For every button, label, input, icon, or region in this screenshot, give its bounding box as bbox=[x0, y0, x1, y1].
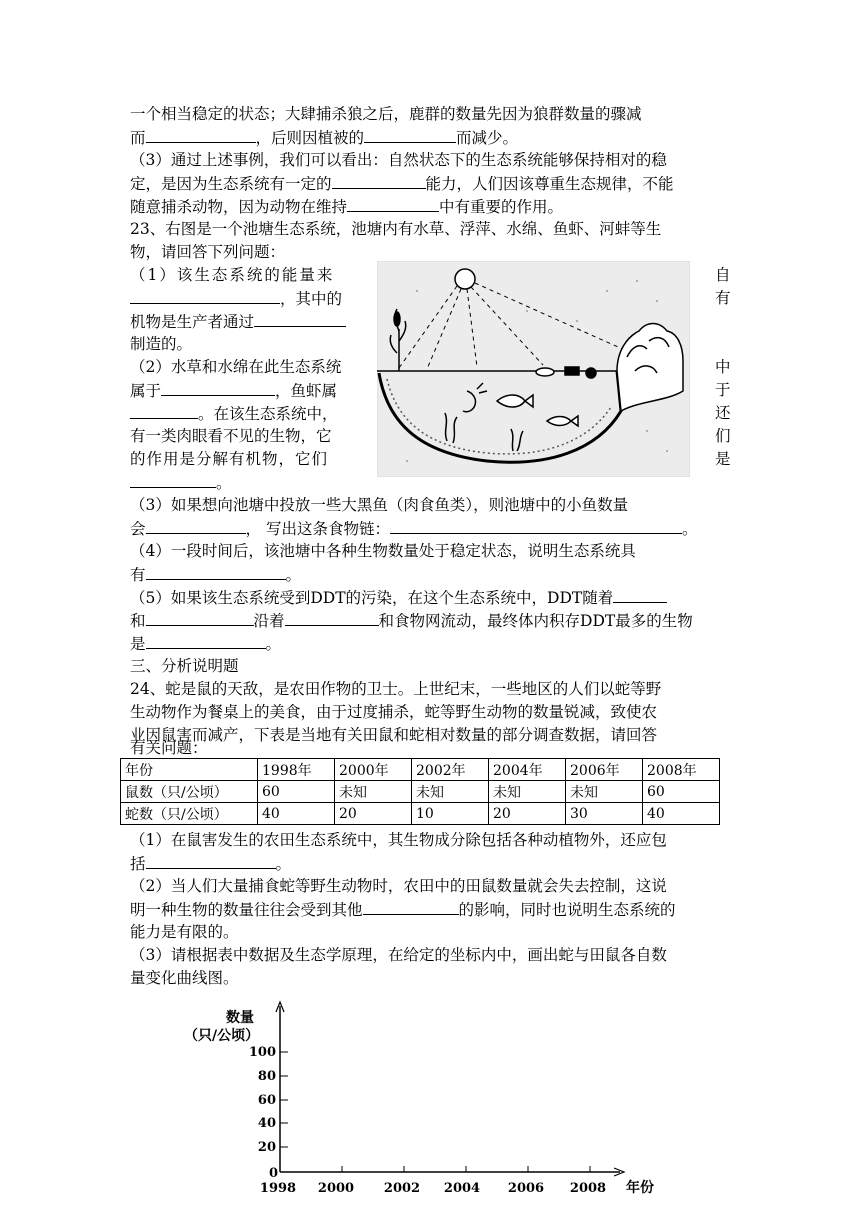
text: （3）如果想向池塘中投放一些大黑鱼（肉食鱼类），则池塘中的小鱼数量 bbox=[130, 496, 629, 514]
text: 中 bbox=[715, 358, 731, 376]
section-heading bbox=[130, 656, 239, 676]
line-2 bbox=[130, 127, 518, 148]
q2-line-d bbox=[130, 426, 332, 446]
a2-line-a bbox=[130, 876, 667, 896]
q2-right-c bbox=[715, 403, 731, 423]
q2-line-c bbox=[130, 403, 338, 424]
q4-line-a bbox=[130, 541, 636, 561]
text: 随意捕杀动物，因为动物在维持 bbox=[130, 198, 348, 216]
text: 。 bbox=[216, 474, 232, 492]
answer-blank[interactable] bbox=[146, 518, 246, 534]
x-tick-label: 2006 bbox=[507, 1181, 545, 1196]
text: 24、蛇是鼠的天敌，是农田作物的卫士。上世纪末，一些地区的人们以蛇等野 bbox=[130, 680, 662, 698]
answer-blank[interactable] bbox=[347, 196, 439, 212]
q1-right-b bbox=[715, 288, 731, 308]
x-tick-label: 2004 bbox=[443, 1181, 481, 1196]
table-cell: 2002年 bbox=[412, 759, 489, 781]
p24-line-b bbox=[130, 702, 657, 722]
q2-right-d bbox=[715, 426, 731, 446]
table-cell: 2004年 bbox=[489, 759, 566, 781]
answer-blank[interactable] bbox=[332, 173, 426, 189]
text: 三、分析说明题 bbox=[130, 657, 239, 675]
duckweed-icon bbox=[536, 368, 554, 376]
text: 们 bbox=[715, 427, 731, 445]
table-cell: 60 bbox=[643, 781, 720, 803]
answer-blank[interactable] bbox=[161, 380, 275, 396]
answer-blank[interactable] bbox=[363, 899, 459, 915]
text: （1）该生态系统的能量来 bbox=[130, 266, 335, 284]
text: 和 bbox=[130, 612, 146, 630]
text: 。 bbox=[265, 635, 282, 653]
a1-line-a bbox=[130, 830, 667, 850]
answer-blank[interactable] bbox=[285, 610, 379, 626]
text: ， 写出这条食物链： bbox=[245, 520, 390, 538]
y-tick-label: 60 bbox=[257, 1093, 276, 1108]
text: 23、右图是一个池塘生态系统，池塘内有水草、浮萍、水绵、鱼虾、河蚌等生 bbox=[130, 220, 662, 238]
a3-line-a bbox=[130, 945, 667, 965]
table-cell: 未知 bbox=[566, 781, 643, 803]
q2-line-a bbox=[130, 357, 341, 377]
text: 。 bbox=[275, 855, 292, 873]
algae-icon bbox=[565, 367, 579, 375]
answer-blank[interactable] bbox=[146, 610, 254, 626]
table-cell: 年份 bbox=[121, 759, 258, 781]
q1-line-c bbox=[130, 311, 346, 332]
text: 有 bbox=[130, 566, 146, 584]
text: （4）一段时间后，该池塘中各种生物数量处于稳定状态，说明生态系统具 bbox=[130, 542, 636, 560]
answer-blank[interactable] bbox=[613, 587, 667, 603]
table-cell: 10 bbox=[412, 803, 489, 825]
text: （2）水草和水绵在此生态系统 bbox=[130, 358, 342, 376]
answer-blank[interactable] bbox=[130, 288, 280, 304]
text: 是 bbox=[715, 450, 731, 468]
text: 量变化曲线图。 bbox=[130, 969, 239, 987]
table-row bbox=[121, 781, 720, 803]
text: 。在该生态系统中， bbox=[198, 405, 338, 423]
a2-line-b bbox=[130, 899, 676, 920]
x-tick-label: 2002 bbox=[383, 1181, 421, 1196]
y-tick-label: 0 bbox=[268, 1166, 278, 1181]
q3-line-a bbox=[130, 495, 628, 515]
text: 和食物网流动，最终体内积存DDT最多的生物 bbox=[378, 612, 693, 630]
text: ，其中的 bbox=[280, 290, 343, 308]
table-cell: 1998年 bbox=[258, 759, 335, 781]
answer-blank[interactable] bbox=[146, 564, 286, 580]
q2-right-b bbox=[715, 380, 731, 400]
q2-line-e bbox=[130, 449, 328, 469]
q2-right-a bbox=[715, 357, 731, 377]
text: 明一种生物的数量往往会受到其他 bbox=[130, 901, 363, 919]
text: 的作用是分解有机物，它们 bbox=[130, 450, 329, 468]
text: 是 bbox=[130, 635, 146, 653]
line-7 bbox=[130, 242, 285, 262]
text: ，鱼虾属 bbox=[275, 382, 338, 400]
answer-blank[interactable] bbox=[130, 403, 198, 419]
q5-line-b bbox=[130, 610, 693, 631]
text: 有关问题： bbox=[130, 739, 208, 757]
text: （3）请根据表中数据及生态学原理，在给定的坐标内中，画出蛇与田鼠各自数 bbox=[130, 946, 667, 964]
table-cell: 鼠数（只/公顷） bbox=[121, 781, 258, 803]
text: 。 bbox=[285, 566, 302, 584]
sun-icon bbox=[455, 269, 475, 289]
y-axis-unit: （只/公顷） bbox=[184, 1028, 260, 1044]
coordinate-graph bbox=[170, 1000, 690, 1200]
x-axis-label: 年份 bbox=[626, 1180, 654, 1196]
text: 生动物作为餐桌上的美食，由于过度捕杀，蛇等野生动物的数量锐减，致使农 bbox=[130, 703, 658, 721]
line-3 bbox=[130, 150, 667, 170]
text: （5）如果该生态系统受到DDT的污染，在这个生态系统中，DDT随着 bbox=[130, 589, 614, 607]
answer-blank[interactable] bbox=[254, 311, 346, 327]
x-tick-label: 1998 bbox=[259, 1181, 297, 1196]
x-tick-label: 2008 bbox=[569, 1181, 607, 1196]
p24-line-a bbox=[130, 679, 661, 699]
answer-blank[interactable] bbox=[130, 472, 216, 488]
text: （3）通过上述事例，我们可以看出：自然状态下的生态系统能够保持相对的稳 bbox=[130, 151, 667, 169]
table-cell: 蛇数（只/公顷） bbox=[121, 803, 258, 825]
answer-blank[interactable] bbox=[146, 127, 256, 143]
table-cell: 60 bbox=[258, 781, 335, 803]
answer-blank[interactable] bbox=[146, 633, 266, 649]
table-cell: 40 bbox=[643, 803, 720, 825]
text: 而 bbox=[130, 129, 146, 147]
y-tick-label: 20 bbox=[257, 1140, 276, 1155]
q2-right-e bbox=[715, 449, 731, 469]
text: 还 bbox=[715, 404, 731, 422]
survey-table bbox=[120, 758, 720, 825]
text: 能力是有限的。 bbox=[130, 923, 239, 941]
table-cell: 2006年 bbox=[566, 759, 643, 781]
text: 定，是因为生态系统有一定的 bbox=[130, 175, 332, 193]
table-cell: 未知 bbox=[489, 781, 566, 803]
table-cell: 20 bbox=[335, 803, 412, 825]
text: 会 bbox=[130, 520, 146, 538]
q1-line-a bbox=[130, 265, 334, 285]
text: 物，请回答下列问题： bbox=[130, 243, 286, 261]
q1-line-d bbox=[130, 334, 192, 354]
table-header-row bbox=[121, 759, 720, 781]
answer-blank[interactable] bbox=[364, 127, 456, 143]
text: 制造的。 bbox=[130, 335, 193, 353]
p24-line-d bbox=[130, 738, 208, 758]
table-cell: 30 bbox=[566, 803, 643, 825]
table-cell: 2008年 bbox=[643, 759, 720, 781]
text: 属于 bbox=[130, 382, 162, 400]
text: 沿着 bbox=[253, 612, 285, 630]
text: ，后则因植被的 bbox=[255, 129, 365, 147]
text: 能力，人们因该尊重生态规律，不能 bbox=[425, 175, 674, 193]
answer-blank[interactable] bbox=[390, 518, 682, 534]
clam-icon bbox=[586, 368, 596, 378]
text: 于 bbox=[715, 381, 731, 399]
table-cell: 2000年 bbox=[335, 759, 412, 781]
text: （1）在鼠害发生的农田生态系统中，其生物成分除包括各种动植物外，还应包 bbox=[130, 831, 667, 849]
y-tick-label: 80 bbox=[257, 1069, 276, 1084]
table-row bbox=[121, 803, 720, 825]
x-tick-label: 2000 bbox=[317, 1181, 355, 1196]
text: 括 bbox=[130, 855, 146, 873]
p24-line-c bbox=[130, 725, 657, 745]
a3-line-b bbox=[130, 968, 239, 988]
a2-line-c bbox=[130, 922, 239, 942]
text: 中有重要的作用。 bbox=[439, 198, 564, 216]
q1-line-b bbox=[130, 288, 342, 309]
pond-ecosystem-figure bbox=[377, 261, 690, 477]
q2-line-b bbox=[130, 380, 337, 401]
y-axis-label: 数量 bbox=[226, 1010, 254, 1026]
text: 的影响，同时也说明生态系统的 bbox=[458, 901, 676, 919]
table-cell: 未知 bbox=[335, 781, 412, 803]
y-tick-label: 100 bbox=[248, 1045, 276, 1060]
q2-line-f bbox=[130, 472, 232, 493]
line-4 bbox=[130, 173, 674, 194]
text: 。 bbox=[681, 520, 698, 538]
q5-line-c bbox=[130, 633, 281, 654]
q4-line-b bbox=[130, 564, 301, 585]
line-5 bbox=[130, 196, 563, 217]
text: 机物是生产者通过 bbox=[130, 313, 255, 331]
text: 有 bbox=[715, 289, 731, 307]
line-6 bbox=[130, 219, 661, 239]
text: 自 bbox=[715, 266, 731, 284]
q5-line-a bbox=[130, 587, 667, 608]
line-1 bbox=[130, 104, 642, 124]
text: 一个相当稳定的状态；大肆捕杀狼之后，鹿群的数量先因为狼群数量的骤减 bbox=[130, 105, 642, 123]
table-cell: 未知 bbox=[412, 781, 489, 803]
table-cell: 20 bbox=[489, 803, 566, 825]
answer-blank[interactable] bbox=[146, 853, 276, 869]
y-tick-label: 40 bbox=[257, 1116, 276, 1131]
text: 业因鼠害而减产，下表是当地有关田鼠和蛇相对数量的部分调查数据，请回答 bbox=[130, 726, 658, 744]
text: 而减少。 bbox=[456, 129, 519, 147]
text: 有一类肉眼看不见的生物，它 bbox=[130, 427, 332, 445]
a1-line-b bbox=[130, 853, 291, 874]
q3-line-b bbox=[130, 518, 697, 539]
table-cell: 40 bbox=[258, 803, 335, 825]
q1-right-a bbox=[715, 265, 731, 285]
text: （2）当人们大量捕食蛇等野生动物时，农田中的田鼠数量就会失去控制，这说 bbox=[130, 877, 667, 895]
